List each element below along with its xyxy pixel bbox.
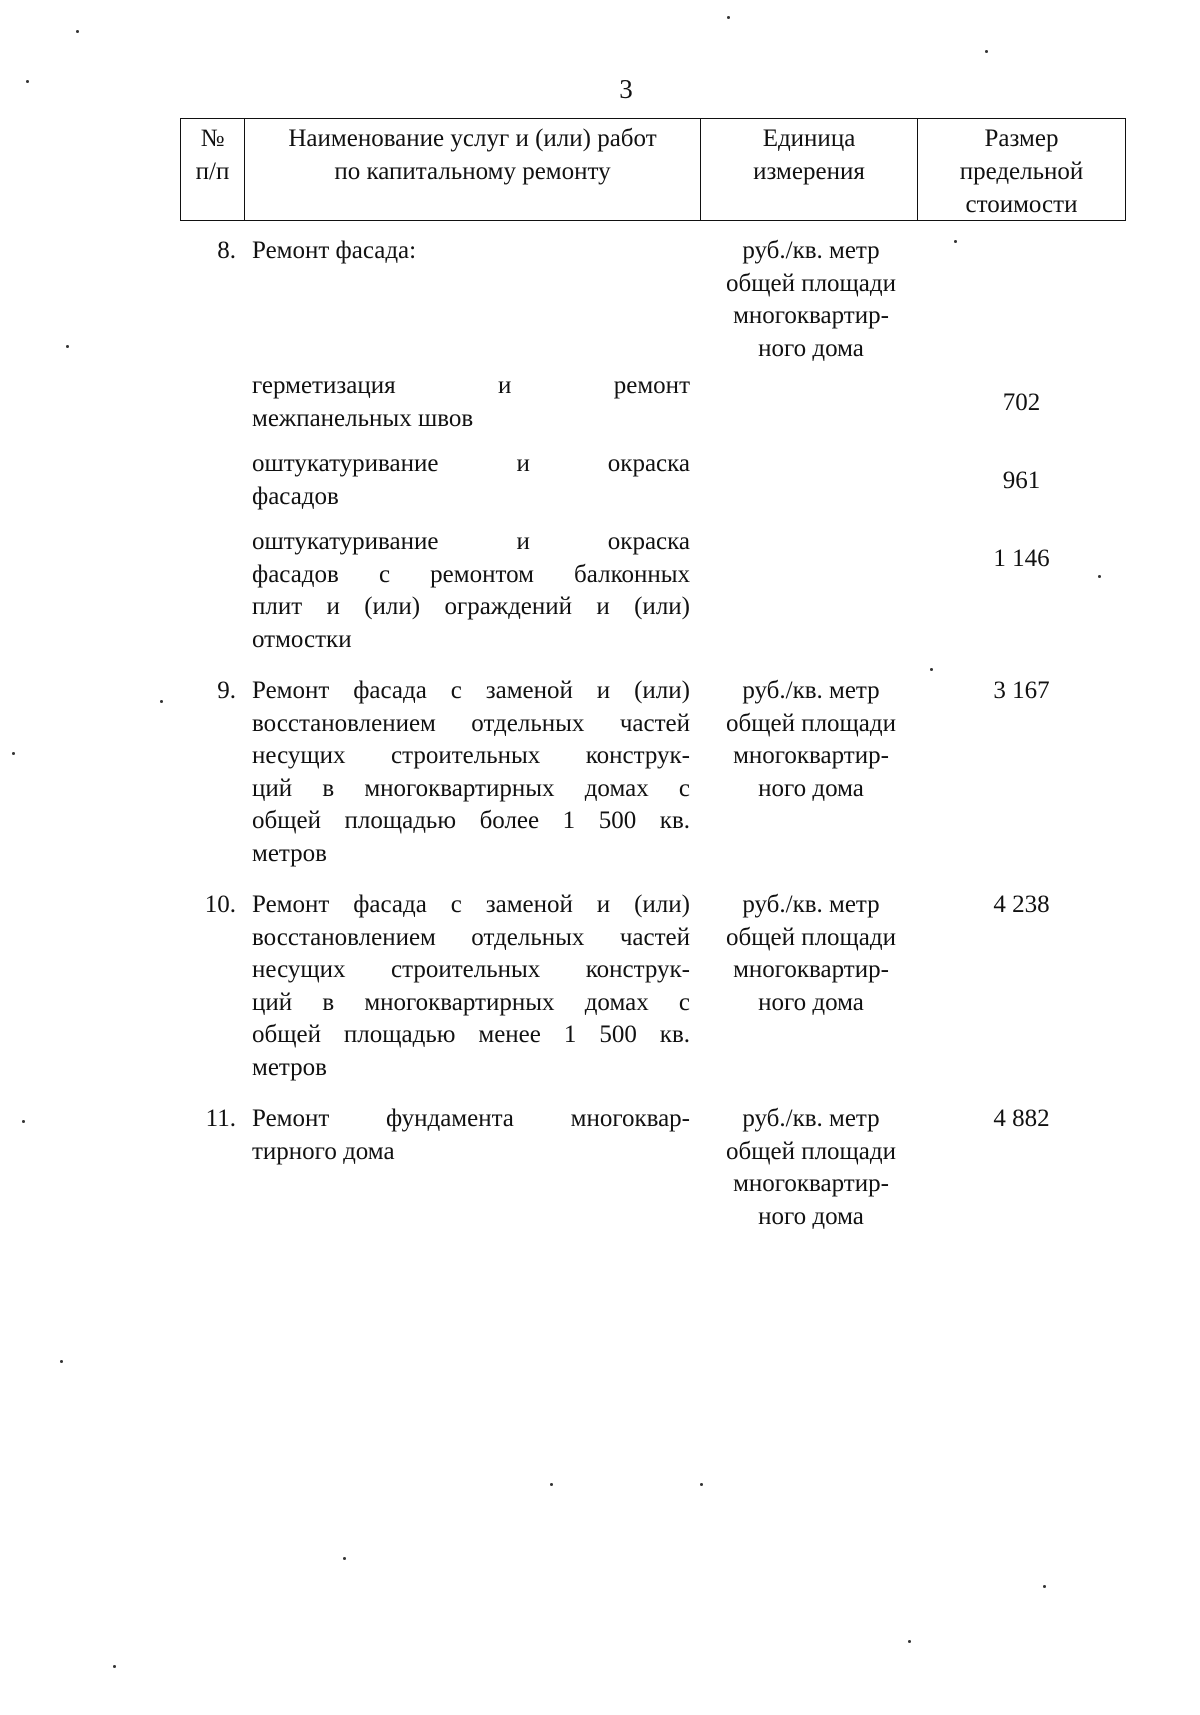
scan-speck bbox=[60, 1360, 63, 1363]
row-number: 11. bbox=[205, 1105, 236, 1132]
page-number: 3 bbox=[619, 74, 633, 104]
header-line: измерения bbox=[753, 158, 865, 185]
name-line: Ремонт фундамента многоквар- bbox=[252, 1105, 690, 1132]
subitem-line: герметизация и ремонт bbox=[252, 372, 690, 399]
row-price: 4 882 bbox=[993, 1105, 1050, 1132]
scan-speck bbox=[12, 752, 15, 755]
unit-line: ного дома bbox=[758, 988, 864, 1016]
name-line: метров bbox=[252, 1053, 327, 1081]
subitem-name bbox=[252, 370, 690, 435]
name-line: ций в многоквартирных домах с bbox=[252, 774, 690, 802]
name-line: несущих строительных конструк- bbox=[252, 956, 690, 983]
subitem-line: фасадов с ремонтом балконных bbox=[252, 560, 690, 588]
row-number: 8. bbox=[217, 237, 236, 264]
header-line: Размер bbox=[984, 125, 1059, 152]
row-name bbox=[252, 1103, 690, 1168]
unit-line: многоквартир- bbox=[733, 742, 889, 769]
scan-speck bbox=[1098, 575, 1101, 578]
scan-speck bbox=[930, 668, 933, 671]
unit-line: ного дома bbox=[758, 334, 864, 362]
header-line: Наименование услуг и (или) работ bbox=[288, 125, 657, 152]
subitem-price: 1 146 bbox=[993, 545, 1050, 572]
scan-speck bbox=[700, 1483, 703, 1486]
header-line: п/п bbox=[195, 158, 230, 185]
name-line: метров bbox=[252, 839, 327, 867]
subitem-line: оштукатуривание и окраска bbox=[252, 528, 690, 555]
row-name bbox=[252, 675, 690, 870]
unit-line: ного дома bbox=[758, 1202, 864, 1230]
subitem-price: 961 bbox=[1002, 467, 1041, 494]
table-row-10 bbox=[180, 889, 1126, 1089]
row-unit bbox=[698, 235, 924, 365]
name-line: тирного дома bbox=[252, 1137, 395, 1165]
unit-line: руб./кв. метр bbox=[742, 1105, 880, 1132]
subitem-line: отмостки bbox=[252, 625, 352, 653]
table-row-9 bbox=[180, 675, 1126, 875]
row-price: 4 238 bbox=[993, 891, 1050, 918]
name-line: общей площадью менее 1 500 кв. bbox=[252, 1021, 690, 1048]
row-unit bbox=[698, 889, 924, 1019]
scan-speck bbox=[66, 345, 69, 348]
header-unit bbox=[701, 119, 918, 220]
name-line: Ремонт фасада с заменой и (или) bbox=[252, 891, 690, 918]
row-name bbox=[252, 889, 690, 1084]
name-line: восстановлением отдельных частей bbox=[252, 923, 690, 951]
unit-line: общей площади bbox=[726, 923, 896, 951]
unit-line: ного дома bbox=[758, 774, 864, 802]
table-header bbox=[180, 118, 1126, 221]
header-price bbox=[918, 119, 1125, 220]
name-line: Ремонт фасада с заменой и (или) bbox=[252, 677, 690, 704]
unit-line: руб./кв. метр bbox=[742, 677, 880, 704]
name-line: несущих строительных конструк- bbox=[252, 742, 690, 769]
unit-line: руб./кв. метр bbox=[742, 237, 880, 264]
scan-speck bbox=[954, 240, 957, 243]
unit-line: многоквартир- bbox=[733, 1170, 889, 1197]
header-line: по капитальному ремонту bbox=[334, 158, 611, 185]
row-name: Ремонт фасада: bbox=[252, 237, 417, 264]
row-price: 3 167 bbox=[993, 677, 1050, 704]
scan-speck bbox=[727, 16, 730, 19]
subitem-line: межпанельных швов bbox=[252, 404, 474, 432]
scan-speck bbox=[22, 1120, 25, 1123]
unit-line: многоквартир- bbox=[733, 956, 889, 983]
scan-speck bbox=[908, 1640, 911, 1643]
subitem-price: 702 bbox=[1002, 389, 1041, 416]
header-line: предельной bbox=[959, 158, 1084, 185]
subitem-line: оштукатуривание и окраска bbox=[252, 450, 690, 477]
subitem-line: плит и (или) ограждений и (или) bbox=[252, 593, 690, 620]
scan-speck bbox=[160, 700, 163, 703]
unit-line: руб./кв. метр bbox=[742, 891, 880, 918]
table-row-11 bbox=[180, 1103, 1126, 1243]
header-line: стоимости bbox=[965, 191, 1078, 218]
scan-speck bbox=[1043, 1585, 1046, 1588]
scan-speck bbox=[343, 1557, 346, 1560]
row-unit bbox=[698, 1103, 924, 1233]
scan-speck bbox=[26, 80, 29, 83]
unit-line: многоквартир- bbox=[733, 302, 889, 329]
subitem-line: фасадов bbox=[252, 482, 339, 510]
unit-line: общей площади bbox=[726, 709, 896, 737]
name-line: восстановлением отдельных частей bbox=[252, 709, 690, 737]
subitem-name bbox=[252, 526, 690, 656]
scan-speck bbox=[985, 50, 988, 53]
scan-speck bbox=[76, 30, 79, 33]
row-number: 10. bbox=[204, 891, 236, 918]
header-num bbox=[181, 119, 245, 220]
scan-speck bbox=[113, 1665, 116, 1668]
header-name bbox=[245, 119, 701, 220]
unit-line: общей площади bbox=[726, 269, 896, 297]
name-line: общей площадью более 1 500 кв. bbox=[252, 807, 690, 834]
row-unit bbox=[698, 675, 924, 805]
unit-line: общей площади bbox=[726, 1137, 896, 1165]
header-line: Единица bbox=[762, 125, 856, 152]
name-line: ций в многоквартирных домах с bbox=[252, 988, 690, 1016]
header-line: № bbox=[200, 125, 225, 152]
row-number: 9. bbox=[217, 677, 236, 704]
subitem-name bbox=[252, 448, 690, 513]
table-row-8 bbox=[180, 235, 1126, 655]
scan-speck bbox=[550, 1483, 553, 1486]
